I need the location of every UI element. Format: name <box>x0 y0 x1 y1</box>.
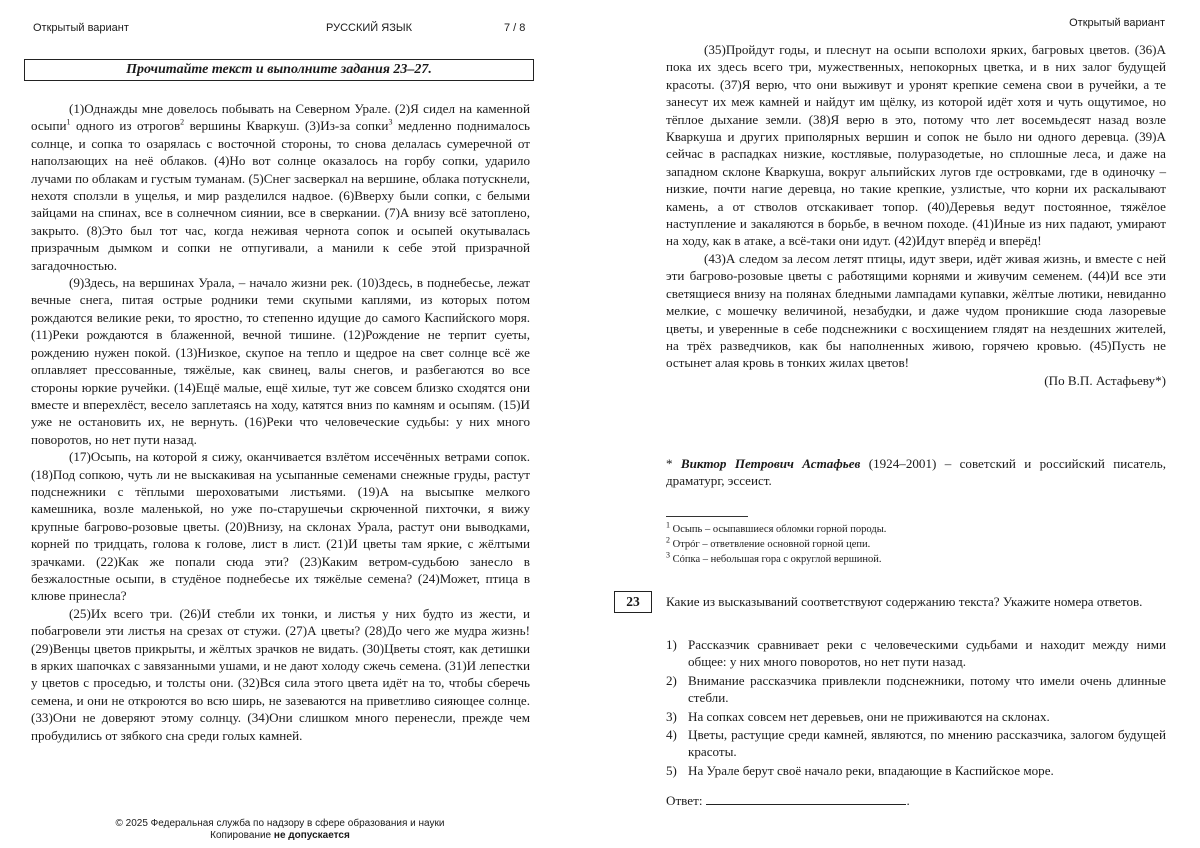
subject-title: РУССКИЙ ЯЗЫК <box>326 22 412 34</box>
task-instruction: Прочитайте текст и выполните задания 23–27. <box>24 59 534 81</box>
footnote-mark-3: 3 <box>388 118 393 128</box>
copying-notice: Копирование не допускается <box>210 830 350 841</box>
option-4: 4) Цветы, растущие среди камней, являются, по мнению рассказчика, залогом будущей красоты. <box>666 727 1166 760</box>
footnote-divider <box>666 516 748 517</box>
author-note: * Виктор Петрович Астафьев (1924–2001) – советский и российский писатель, драматург, эссеист. <box>666 456 1166 489</box>
reading-text-left <box>31 100 530 744</box>
footnotes <box>666 522 1166 567</box>
right-page <box>600 0 1200 848</box>
paragraph-1: (1)Однажды мне довелось побывать на Северном Урале. (2)Я сидел на каменной осыпи$^1$ одного из отрогов$^2$ вершины Кваркуш. (3)Из-за сопки$^3$ медленно поднималось солнце, и сопка то озарялась с восточной стороны, то снова делалась сумеречной от наползающих на неё облаков. (4)Но вот солнце оказалось на горбу сопки, ударило лучами по облакам и густым туманам. (5)Снег засверкал на вершине, облака потускнели, нехотя сползли в ущелья, и мир разделился надвое. (6)Вверху были сопки, с белыми зайцами на спинах, все в солнечном сиянии, все в сверкании. (7)А внизу всё затоплено, закрыто. (8)Это был тот час, когда неживая чернота сопок и осыпей окутывалась призрачным дымком и сопки не отпугивали, а манили к себе этой призрачной загадочностью. <box>31 101 530 273</box>
option-5: 5) На Урале берут своё начало реки, впадающие в Каспийское море. <box>666 762 1054 778</box>
reading-text-right <box>666 41 1166 389</box>
option-1: 1) Рассказчик сравнивает реки с человеческими судьбами и находит между ними общее: у них много поворотов, но нет пути назад. <box>666 637 1166 670</box>
answer-label: Ответ: <box>666 793 703 808</box>
copyright-line: © 2025 Федеральная служба по надзору в сфере образования и науки <box>115 818 445 829</box>
page-number: 7 / 8 <box>504 22 526 34</box>
question-number: 23 <box>614 591 652 613</box>
paragraph-4: (25)Их всего три. (26)И стебли их тонки, и листья у них будто из жести, и побагровели эти листья на срезах от стужи. (27)А цветы? (28)До чего же мудра жизнь! (29)Венцы цветов прикрыты, и жёлтых зрачков не видать. (30)Цветы стоят, как детишки в ярких шапочках с завязанными ушами, и не дают холоду сжечь семена. (31)И лепестки у цветов с проседью, и толсты они. (32)Вся сила этого цвета идёт на то, чтобы сберечь семена, и они не откроются во всю ширь, не зазеваются на приветливо сияющее солнце. (33)Они не доверяют этому солнцу. (34)Они слишком много перенесли, прежде чем пробудились от зябкого сна среди голых камней. <box>31 605 530 743</box>
question-text: Какие из высказываний соответствуют содержанию текста? Укажите номера ответов. <box>666 594 1143 609</box>
variant-label-right: Открытый вариант <box>1069 17 1165 29</box>
answer-row: Ответ: . <box>666 793 910 808</box>
option-3: 3) На сопках совсем нет деревьев, они не приживаются на склонах. <box>666 708 1050 724</box>
answer-field[interactable] <box>706 791 906 805</box>
footnote-3: $^3$ Сóпка – небольшая гора с округлой вершиной. <box>666 550 882 565</box>
author-name: Виктор Петрович Астафьев <box>680 456 861 471</box>
paragraph-6: (43)А следом за лесом летят птицы, идут звери, идёт живая жизнь, и вместе с ней эти багрово-розовые цветы с работящими корнями и живучим семенем. (44)И все эти светящиеся внизу на полянах бледными лампадами купавки, жёлтые лютики, невиданно мелкие, с мошечку величиной, незабудки, и даже чудом проникшие сюда лазоревые цветы, и уверенные в себе подснежники с восхищением глядят на нездешних жителей, на трёх разведчиков, как бы наполненных живою, горячею кровью. (45)Пусть не остынет алая кровь в тонких жилах цветов! <box>666 250 1166 371</box>
footnote-1: $^1$ Осыпь – осыпавшиеся обломки горной породы. <box>666 520 887 535</box>
paragraph-5: (35)Пройдут годы, и плеснут на осыпи всполохи ярких, багровых цветов. (36)А пока их здесь всего три, мужественных, непокорных цветка, и в них залог будущей красоты. (37)Я верю, что они выживут и уронят крепкие семена свои в ручейки, а те занесут их меж камней и найдут им щёлку, из которой идёт хотя и чуть ощутимое, но тёплое дыхание земли. (38)Я верю в это, потому что лет восемьдесят назад возле Кваркуша и других приполярных вершин и сопок не было ни одного деревца. (39)А сейчас в распадках низкие, костлявые, полуразодетые, но сплошные леса, и даже на западном склоне Кваркуша, вокруг альпийских лугов где островками, где в одиночку – низкие, почти нагие деревца, но такие крепкие, узлистые, что корни их раскалывают камень, а от стволов отскакивает топор. (40)Деревья ведут постоянное, тяжёлое наступление и закаляются в борьбе, в вечном походе. (41)Иные из них падают, умирают на ходу, как в атаке, а всё-таки они идут. (42)Идут вперёд и вперёд! <box>666 42 1166 249</box>
option-2: 2) Внимание рассказчика привлекли подснежники, потому что имели очень длинные стебли. <box>666 672 1166 706</box>
footnote-mark-2: 2 <box>180 118 185 128</box>
source-attribution: (По В.П. Астафьеву*) <box>1044 372 1166 388</box>
variant-label-left: Открытый вариант <box>33 22 129 34</box>
paragraph-2: (9)Здесь, на вершинах Урала, – начало жизни рек. (10)Здесь, в поднебесье, лежат вечные снега, питая острые родники теми скупыми каплями, из которых потом рождаются великие реки, то яростно, то степенно идущие до самого Каспийского моря. (11)Реки рождаются в блаженной, вечной тишине. (12)Рождение не терпит суеты, рождению нужен покой. (13)Низкое, скупое на тепло и щедрое на свет солнце всё же оплавляет прессованные, тяжёлые, как свинец, валы снегов, и разбегаются во все стороны юркие ручейки. (14)Ещё малые, ещё хилые, тут же совсем близко сходятся они вместе и вперехлёст, весело заплетаясь на ходу, катятся вниз по камням и осыпям. (15)И уже не остановить их, не вернуть. (16)Реки что человеческие судьбы: у них много поворотов, но нет пути назад. <box>31 275 530 447</box>
footnote-mark-1: 1 <box>66 118 71 128</box>
answer-options <box>666 636 1166 780</box>
paragraph-3: (17)Осыпь, на которой я сижу, оканчивается взлётом иссечённых ветрами сопок. (18)Под сопкою, чуть ли не выскакивая на усыпанные семенами снежные груды, растут подснежники с тёплыми шероховатыми листьями. (19)А на высыпке мелкого камешника, возле маленькой, но уже по-старушечьи скрюченной пихточки, я вижу крупные багрово-розовые цветы. (20)Внизу, на склонах Урала, растут они выводками, корней по тридцать, голова к голове, лист в лист. (21)И цветы там яркие, с жёлтыми зрачками. (22)Как же попали сюда эти? (23)Каким ветром-судьбою занесло в безжалостные осыпи, в студёное поднебесье их тяжёлые семена? (24)Может, птица в клюве принесла? <box>31 449 530 604</box>
footnote-2: $^2$ Отрóг – ответвление основной горной цепи. <box>666 535 871 550</box>
left-page <box>0 0 560 848</box>
